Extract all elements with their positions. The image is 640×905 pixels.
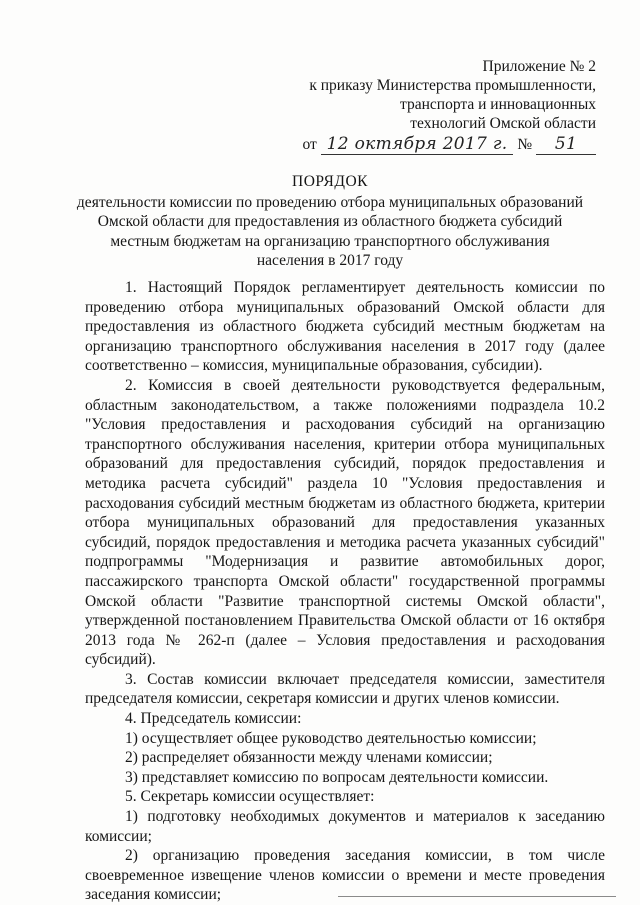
document-subtitle-line-2: Омской области для предоставления из областного бюджета субсидий [97, 213, 563, 230]
paragraph-4: 4. Председатель комиссии: [125, 710, 302, 728]
appendix-label: Приложение № 2 [482, 58, 596, 75]
document-subtitle-line-4: населения в 2017 году [256, 252, 404, 269]
paragraph-5: 5. Секретарь комиссии осуществляет: [125, 788, 375, 806]
paragraph-1: 1. Настоящий Порядок регламентирует деятельность комиссии по проведению отбора муниципальных образований Омской области для предоставления из областного бюджета субсидий местным бюджетам на организацию транспортного обслуживания населения в 2017 году (далее соответственно – комиссия, муниципальные образования, субсидии). [85, 279, 605, 375]
paragraph-4-item-2: 2) распределяет обязанности между членами комиссии; [125, 749, 493, 767]
document-title-block [60, 172, 600, 271]
annex-header [300, 57, 596, 155]
order-line-1: к приказу Министерства промышленности, [309, 77, 596, 94]
from-prefix: от [302, 136, 317, 153]
order-line-2: транспорта и инновационных [400, 96, 596, 113]
paragraph-4-item-3: 3) представляет комиссию по вопросам деятельности комиссии. [125, 768, 549, 786]
paragraph-4-item-1: 1) осуществляет общее руководство деятельностью комиссии; [125, 729, 537, 747]
document-title: ПОРЯДОК [292, 173, 368, 190]
paragraph-5-item-1: 1) подготовку необходимых документов и материалов к заседанию комиссии; [85, 808, 605, 845]
order-line-3: технологий Омской области [410, 115, 596, 132]
approval-line [300, 135, 596, 155]
paragraph-3: 3. Состав комиссии включает председателя комиссии, заместителя председателя комиссии, секретаря комиссии и других членов комиссии. [85, 670, 605, 708]
paragraph-5-item-2: 2) организацию проведения заседания комиссии, в том числе своевременное извещение членов комиссии о времени и месте проведения заседания комиссии; [85, 847, 605, 904]
handwritten-number: 51 [536, 135, 596, 155]
scan-edge-line [338, 896, 616, 897]
document-subtitle-line-1: деятельности комиссии по проведению отбора муниципальных образований [76, 193, 584, 211]
number-prefix: № [517, 136, 533, 153]
paragraph-2: 2. Комиссия в своей деятельности руководствуется федеральным, областным законодательством, а также положениями подраздела 10.2 "Условия предоставления и расходования субсидий на организацию транспортного обслуживания населения, критерии отбора муниципальных образований для предоставления субсидий, порядок предоставления и методика расчета субсидий" раздела 10 "Условия предоставления и расходования субсидий местным бюджетам из областного бюджета, критерии отбора муниципальных образований для предоставления указанных субсидий, порядок предоставления и методика расчета указанных субсидий" подпрограммы "Модернизация и развитие автомобильных дорог, пассажирского транспорта Омской области" государственной программы Омской области "Развитие транспортной системы Омской области", утвержденной постановлением Правительства Омской области от 16 октября 2013 года № 262-п (далее – Условия предоставления и расходования субсидий). [85, 376, 605, 669]
document-subtitle-line-3: местным бюджетам на организацию транспортного обслуживания [110, 232, 550, 250]
handwritten-date: 12 октября 2017 г. [321, 135, 514, 155]
document-body [85, 278, 605, 905]
